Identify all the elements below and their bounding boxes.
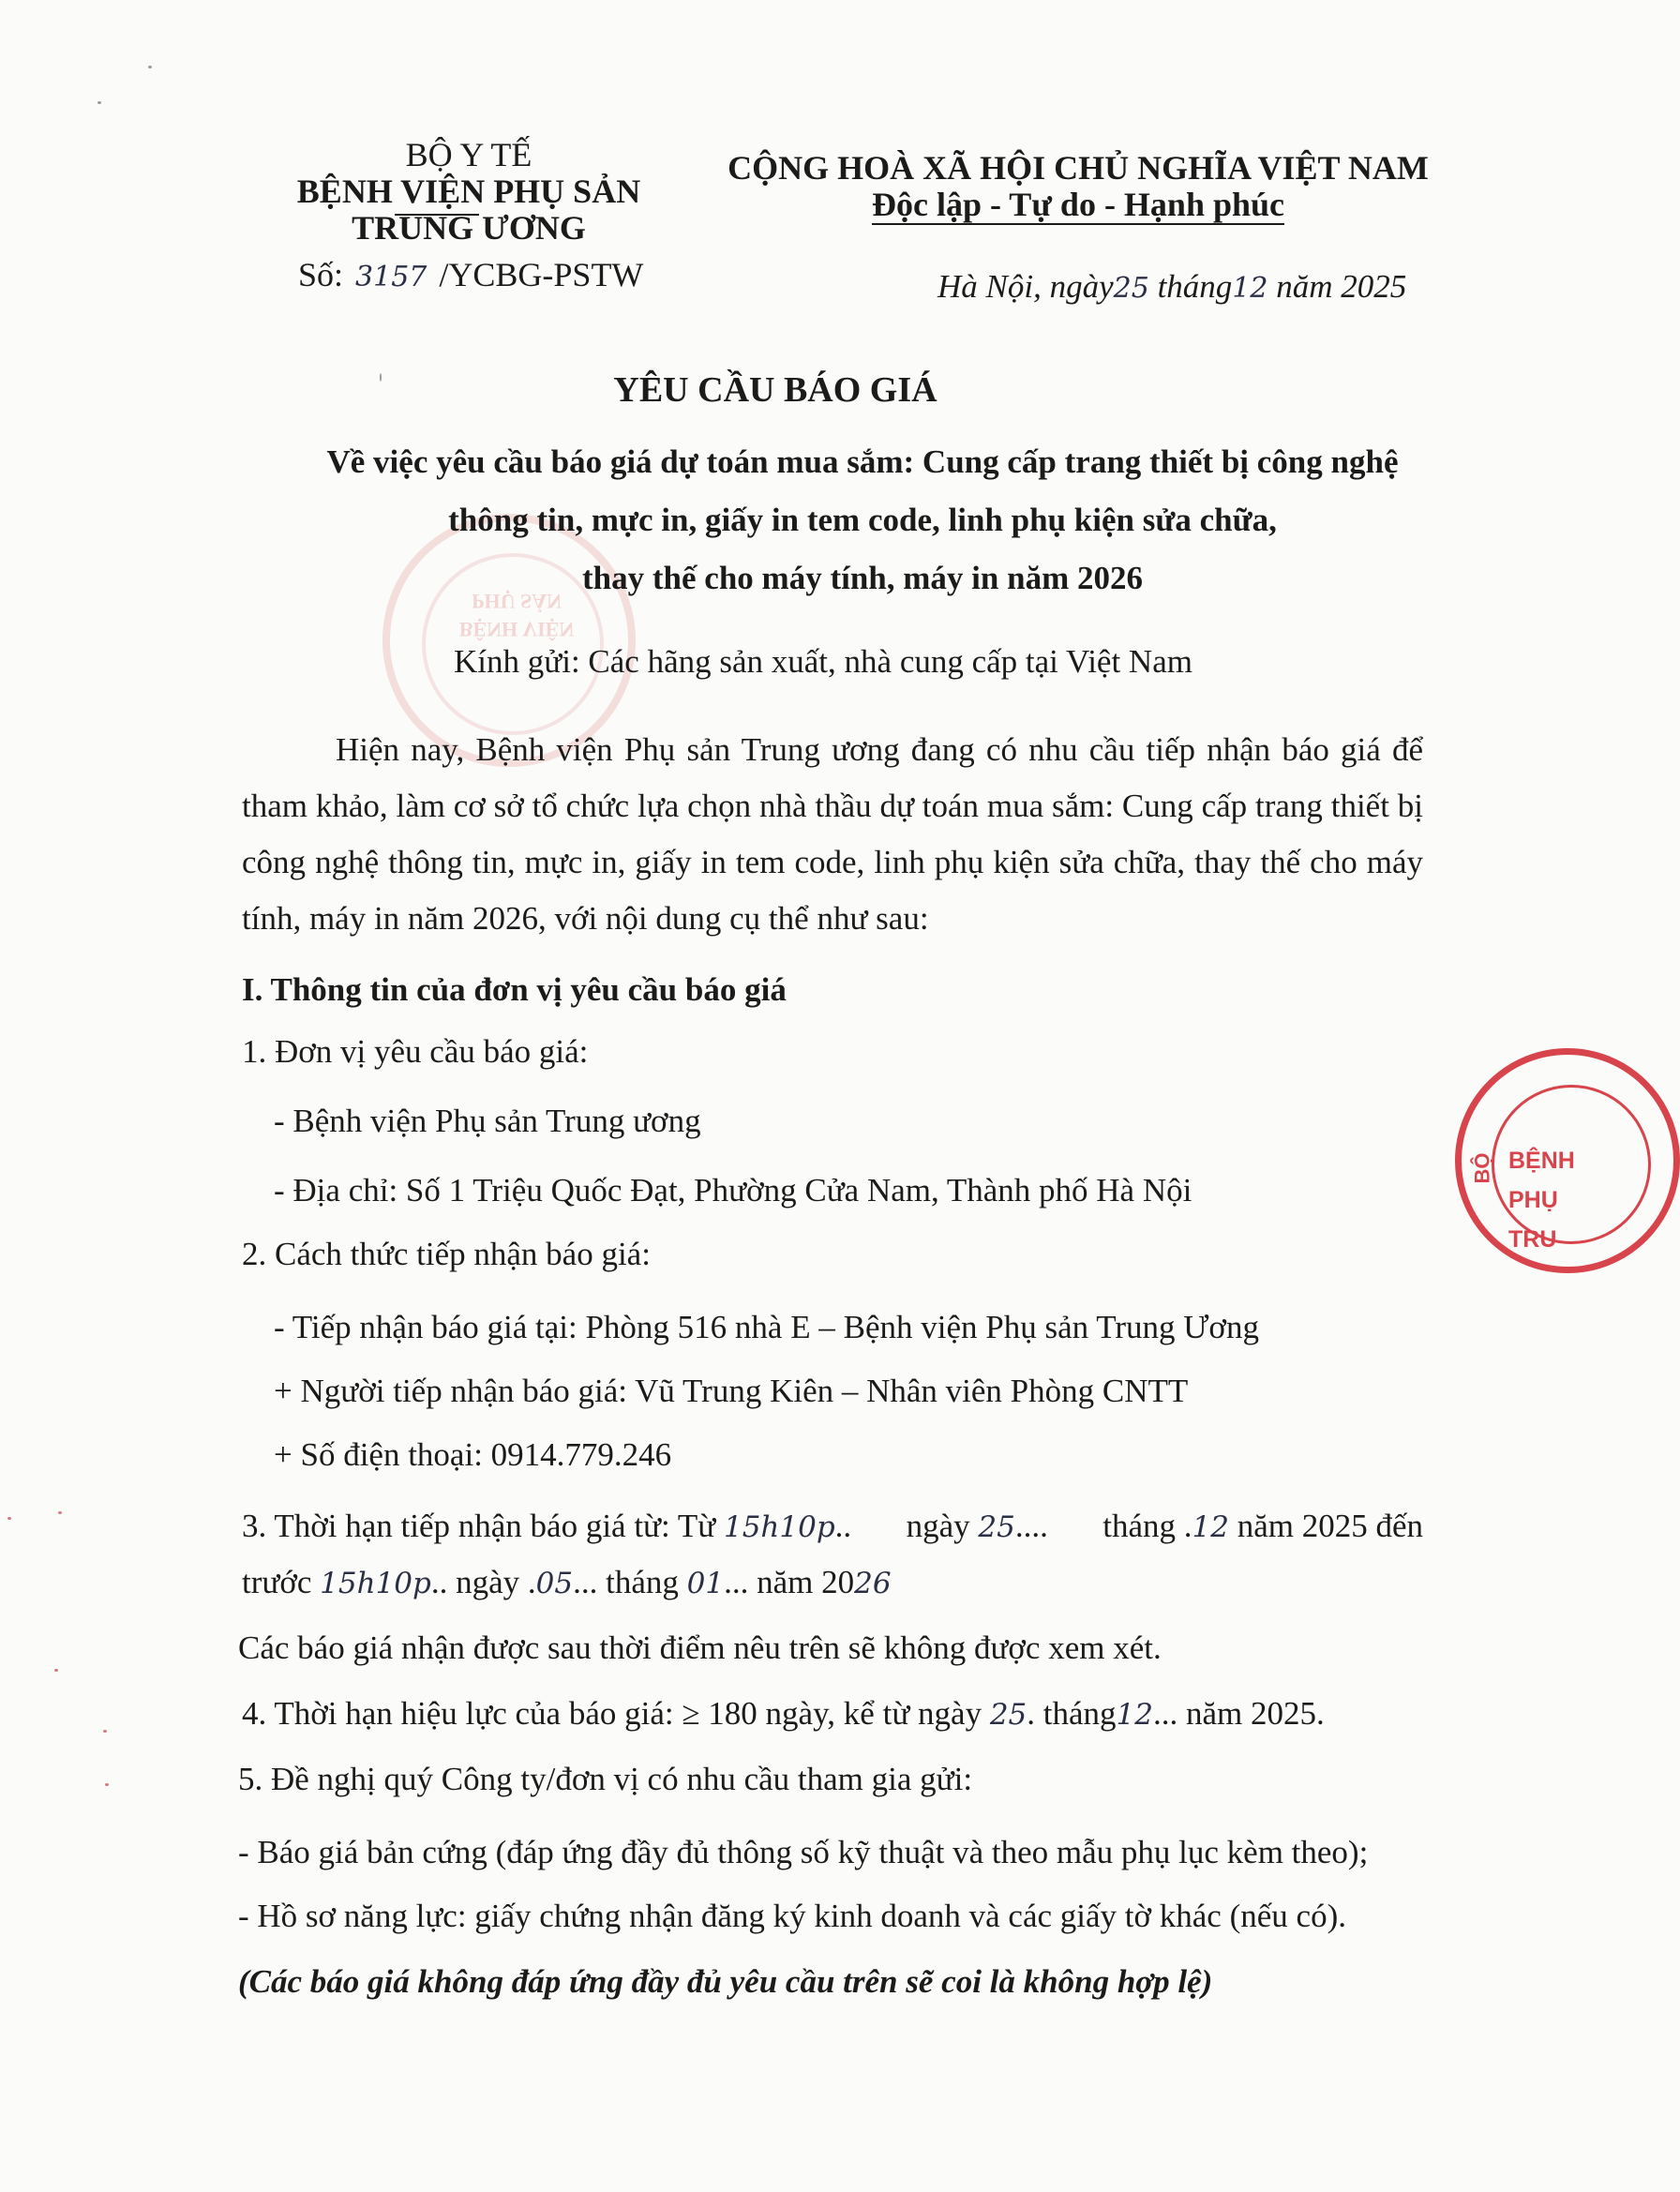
recipient-line: Kính gửi: Các hãng sản xuất, nhà cung cấp tại Việt Nam [454, 643, 1192, 680]
issue-month-handwritten: 12 [1232, 272, 1268, 305]
item3-from-day-handwritten: 25 [978, 1510, 1015, 1544]
item3-line2 [242, 1564, 892, 1601]
subject-line2: thông tin, mực in, giấy in tem code, linh phụ kiện sửa chữa, [448, 502, 1277, 538]
header-right [712, 150, 1444, 223]
item3-prefix: 3. Thời hạn tiếp nhận báo giá từ: Từ [242, 1508, 716, 1544]
item1-name: - Bệnh viện Phụ sản Trung ương [274, 1103, 701, 1139]
issue-date [938, 268, 1406, 306]
ministry-name: BỘ Y TẾ [405, 136, 532, 173]
issue-day-handwritten: 25 [1113, 272, 1149, 305]
item3-from-month-handwritten: 12 [1192, 1510, 1229, 1544]
scan-speck [103, 1730, 107, 1733]
item3-before-label: trước [242, 1564, 312, 1600]
item1-address: - Địa chỉ: Số 1 Triệu Quốc Đạt, Phường Cửa Nam, Thành phố Hà Nội [274, 1172, 1192, 1209]
document-title: YÊU CẦU BÁO GIÁ [613, 370, 938, 410]
national-motto-text: Độc lập - Tự do - Hạnh phúc [871, 185, 1285, 223]
hospital-name-line2-text: TRUNG ƯƠNG [352, 208, 586, 247]
document-subject [234, 433, 1491, 608]
scan-speck [98, 101, 101, 104]
item3-month-label-2: tháng [606, 1564, 679, 1600]
scan-speck [8, 1517, 11, 1520]
faded-seal-text: BỆNH VIỆN PHỤ SẢN [458, 590, 575, 641]
official-seal-edge [1455, 1048, 1680, 1273]
section1-heading: I. Thông tin của đơn vị yêu cầu báo giá [242, 971, 787, 1008]
scan-speck [148, 66, 152, 68]
disclaimer-note: (Các báo giá không đáp ứng đầy đủ yêu cầu trên sẽ coi là không hợp lệ) [238, 1963, 1213, 2000]
item4-day-handwritten: 25 [989, 1698, 1028, 1732]
reference-suffix: /YCBG-PSTW [439, 256, 644, 293]
reference-number-handwritten: 3157 [355, 261, 428, 293]
item5-hard-copy: - Báo giá bản cứng (đáp ứng đầy đủ thông số kỹ thuật và theo mẫu phụ lục kèm theo); [238, 1834, 1369, 1870]
item3-dots: . [527, 1564, 536, 1600]
issue-year-label: năm 2025 [1276, 268, 1407, 305]
item2-person: + Người tiếp nhận báo giá: Vũ Trung Kiên – Nhân viên Phòng CNTT [274, 1373, 1189, 1409]
item3-to-month-handwritten: 01 [686, 1567, 725, 1600]
item1-heading: 1. Đơn vị yêu cầu báo giá: [242, 1033, 589, 1070]
official-seal-side-text: BỘ [1470, 1152, 1494, 1184]
item3-day-label-2: ngày [456, 1564, 520, 1600]
issue-date-prefix: Hà Nội, ngày [938, 268, 1114, 305]
item4-dots: ... [1153, 1695, 1178, 1732]
item3-note: Các báo giá nhận được sau thời điểm nêu trên sẽ không được xem xét. [238, 1629, 1162, 1666]
intro-paragraph: Hiện nay, Bệnh viện Phụ sản Trung ương đang có nhu cầu tiếp nhận báo giá để tham khảo, làm cơ sở tổ chức lựa chọn nhà thầu dự toán mua sắm: Cung cấp trang thiết bị công nghệ thông tin, mực in, giấy in tem code, linh phụ kiện sửa chữa, thay thế cho máy tính, máy in năm 2026, với nội dung cụ thể như sau: [242, 731, 1423, 937]
scan-speck [105, 1783, 109, 1786]
item4-month-handwritten: 12 [1116, 1698, 1153, 1732]
official-seal-text: BỆNH PHỤ TRU [1508, 1148, 1575, 1253]
issue-month-label: tháng [1157, 268, 1233, 305]
scan-speck [54, 1669, 58, 1672]
item4-line [242, 1695, 1325, 1733]
item3-from-segment [242, 1508, 851, 1545]
subject-line3: thay thế cho máy tính, máy in năm 2026 [582, 560, 1143, 596]
item3-year-label: năm 20 [757, 1564, 855, 1600]
item3-month-label: tháng [1102, 1508, 1176, 1544]
item2-place: - Tiếp nhận báo giá tại: Phòng 516 nhà E – Bệnh viện Phụ sản Trung Ương [274, 1309, 1259, 1345]
reference-number [298, 255, 643, 294]
item5-heading: 5. Đề nghị quý Công ty/đơn vị có nhu cầu tham gia gửi: [238, 1761, 973, 1797]
header-left [244, 137, 694, 247]
item2-phone: + Số điện thoại: 0914.779.246 [274, 1436, 672, 1473]
reference-prefix: Số: [298, 256, 344, 293]
item5-profile: - Hồ sơ năng lực: giấy chứng nhận đăng ký kinh doanh và các giấy tờ khác (nếu có). [238, 1898, 1346, 1934]
item4-month-label: tháng [1042, 1695, 1117, 1732]
item2-heading: 2. Cách thức tiếp nhận báo giá: [242, 1236, 651, 1272]
item3-from-tail: năm 2025 đến [1237, 1508, 1423, 1544]
hospital-name-line1: BỆNH VIỆN PHỤ SẢN [296, 172, 641, 210]
item3-from-day-segment [907, 1508, 1048, 1545]
item3-dots: .... [1014, 1508, 1048, 1544]
national-motto [712, 187, 1444, 223]
item3-dots: . [1183, 1508, 1192, 1544]
country-name: CỘNG HOÀ XÃ HỘI CHỦ NGHĨA VIỆT NAM [728, 149, 1429, 187]
item4-dots: . [1027, 1695, 1036, 1732]
item3-from-time-handwritten: 15h10p [723, 1510, 835, 1544]
item3-day-label: ngày [906, 1508, 970, 1544]
item3-from-month-segment [1102, 1508, 1423, 1545]
subject-line1: Về việc yêu cầu báo giá dự toán mua sắm: Cung cấp trang thiết bị công nghệ [326, 443, 1399, 480]
item3-dots: ... [573, 1564, 598, 1600]
item4-prefix: 4. Thời hạn hiệu lực của báo giá: ≥ 180 ngày, kể từ ngày [242, 1695, 982, 1732]
item3-dots: .. [430, 1564, 448, 1600]
hospital-name-line2 [244, 210, 694, 247]
scan-speck [58, 1511, 62, 1514]
item3-line1 [242, 1508, 1423, 1545]
item4-tail: năm 2025. [1186, 1695, 1325, 1732]
item3-to-time-handwritten: 15h10p [320, 1567, 431, 1600]
item3-to-day-handwritten: 05 [535, 1567, 574, 1600]
item3-dots: .. [834, 1508, 852, 1544]
item3-to-year-handwritten: 26 [854, 1567, 892, 1600]
item3-dots: ... [724, 1564, 749, 1600]
